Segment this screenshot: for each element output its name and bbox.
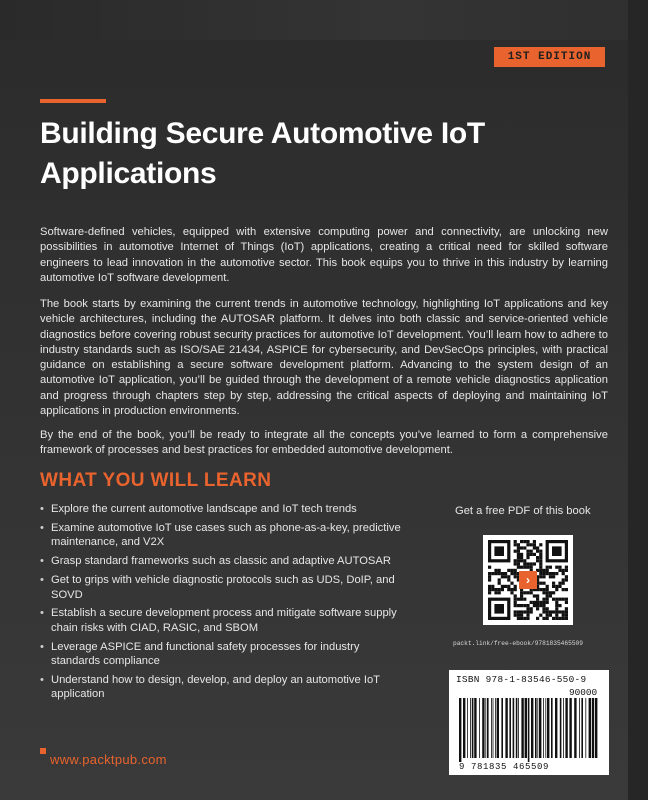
learn-list	[40, 502, 410, 706]
chevron-right-icon: ›	[519, 571, 537, 589]
learn-item: • Explore the current automotive landscape and IoT tech trends	[40, 502, 410, 516]
free-pdf-text: Get a free PDF of this book	[455, 505, 591, 517]
top-band	[0, 0, 648, 40]
price-code: 90000	[569, 687, 598, 698]
learn-item: • Establish a secure development process and mitigate software supply chain risks with CIAD, RASIC, and SBOM	[40, 606, 410, 635]
ean-number: 9 781835 465509	[459, 762, 550, 772]
book-title: Building Secure Automotive IoT Applications	[40, 117, 485, 190]
qr-code[interactable]	[483, 535, 573, 625]
learn-item: • Grasp standard frameworks such as classic and adaptive AUTOSAR	[40, 554, 410, 568]
edition-badge: 1ST EDITION	[494, 47, 605, 67]
learn-item: • Understand how to design, develop, and deploy an automotive IoT application	[40, 673, 410, 702]
barcode-bars	[449, 670, 609, 775]
packt-logo-mark	[40, 748, 46, 754]
description-paragraph-3: By the end of the book, you’ll be ready to integrate all the concepts you’ve learned to form a comprehensive framework of processes and best practices for embedded automotive development.	[40, 429, 608, 457]
description-paragraph-1: Software-defined vehicles, equipped with extensive computing power and connectivity, are unlocking new possibilities in automotive Internet of Things (IoT) applications, creating a critical need for skilled software engineers to lead innovation in the automotive sector. This book equips you to thrive in this industry by learning automotive IoT software development.	[40, 226, 608, 284]
barcode-box	[449, 670, 609, 775]
isbn-text: ISBN 978-1-83546-550-9	[456, 674, 587, 685]
publisher-website[interactable]: www.packtpub.com	[50, 752, 167, 767]
title-accent-line	[40, 99, 106, 103]
learn-item: • Examine automotive IoT use cases such as phone-as-a-key, predictive maintenance, and V2X	[40, 521, 410, 550]
learn-item: • Leverage ASPICE and functional safety processes for industry standards compliance	[40, 640, 410, 669]
learn-item: • Get to grips with vehicle diagnostic protocols such as UDS, DoIP, and SOVD	[40, 573, 410, 602]
description-paragraph-2: The book starts by examining the current trends in automotive technology, highlighting IoT applications and key vehicle architectures, including the AUTOSAR platform. It delves into both classic and service-oriented vehicle diagnostics before covering robust security practices for automotive IoT development. You’ll learn how to adhere to industry standards such as ISO/SAE 21434, ASPICE for cybersecurity, and DevSecOps principles, with practical guidance on establishing a secure software development platform. Advancing to the system design of an automotive IoT application, you’ll be guided through the development of a remote vehicle diagnostics application and progress through chapters step by step, addressing the critical aspects of deploying and maintaining IoT applications in production environments.	[40, 298, 608, 418]
spine-edge	[628, 0, 648, 800]
free-ebook-url[interactable]: packt.link/free-ebook/9781835465509	[453, 640, 583, 647]
what-you-will-learn-heading: WHAT YOU WILL LEARN	[40, 470, 272, 491]
